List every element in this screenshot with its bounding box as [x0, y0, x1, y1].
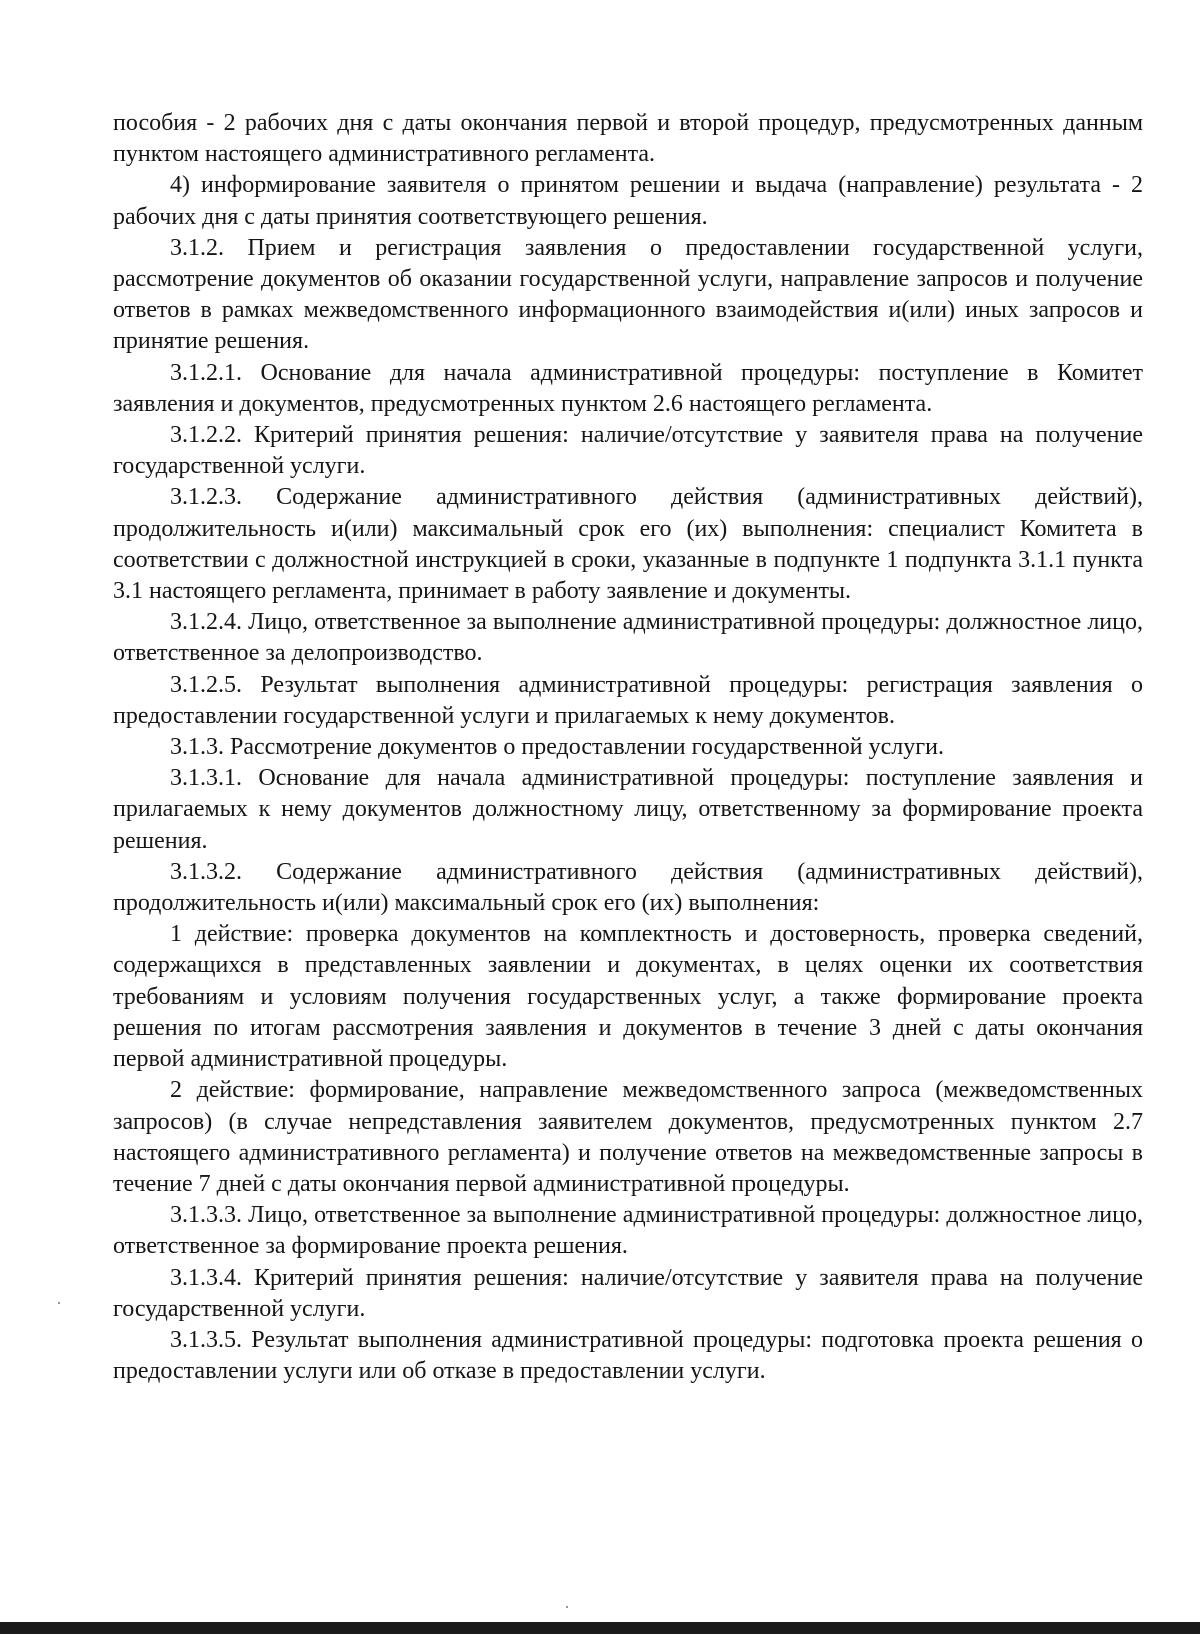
- scan-speck: [58, 1302, 60, 1304]
- paragraph-3-1-2: 3.1.2. Прием и регистрация заявления о предоставлении государственной услуги, рассмотрение документов об оказании государственной услуги, направление запросов и получение ответов в рамках межведомственного информационного взаимодействия и(или) иных запросов и принятие решения.: [113, 234, 1143, 355]
- paragraph-3-1-3: 3.1.3. Рассмотрение документов о предоставлении государственной услуги.: [170, 734, 944, 761]
- paragraph-3-1-2-1: 3.1.2.1. Основание для начала административной процедуры: поступление в Комитет заявления и документов, предусмотренных пунктом 2.6 настоящего регламента.: [113, 359, 1143, 417]
- scan-speck: [566, 1606, 568, 1608]
- paragraph-action-1: 1 действие: проверка документов на комплектность и достоверность, проверка сведений, содержащихся в представленных заявлении и документах, в целях оценки их соответствия требованиям и условиям получения государственных услуг, а также формирование проекта решения по итогам рассмотрения заявления и документов в течение 3 дней с даты окончания первой административной процедуры.: [113, 921, 1143, 1073]
- paragraph-3-1-3-3: 3.1.3.3. Лицо, ответственное за выполнение административной процедуры: должностное лицо, ответственное за формирование проекта решения.: [113, 1202, 1143, 1260]
- paragraph-item-4: 4) информирование заявителя о принятом решении и выдача (направление) результата - 2 рабочих дня с даты принятия соответствующего решения.: [113, 172, 1143, 230]
- paragraph-action-2: 2 действие: формирование, направление межведомственного запроса (межведомственных запросов) (в случае непредставления заявителем документов, предусмотренных пунктом 2.7 настоящего административного регламента) и получение ответов на межведомственные запросы в течение 7 дней с даты окончания первой административной процедуры.: [113, 1077, 1143, 1197]
- paragraph-3-1-3-1: 3.1.3.1. Основание для начала административной процедуры: поступление заявления и прилагаемых к нему документов должностному лицу, ответственному за формирование проекта решения.: [113, 765, 1143, 854]
- scan-edge-bar: [0, 1622, 1200, 1634]
- paragraph-3-1-3-5: 3.1.3.5. Результат выполнения административной процедуры: подготовка проекта решения о предоставлении услуги или об отказе в предоставлении услуги.: [113, 1326, 1143, 1385]
- paragraph-continuation: пособия - 2 рабочих дня с даты окончания первой и второй процедур, предусмотренных данным пунктом настоящего административного регламента.: [113, 110, 1143, 168]
- paragraph-3-1-2-4: 3.1.2.4. Лицо, ответственное за выполнение административной процедуры: должностное лицо, ответственное за делопроизводство.: [113, 609, 1143, 667]
- paragraph-3-1-3-2: 3.1.3.2. Содержание административного действия (административных действий), продолжительность и(или) максимальный срок его (их) выполнения:: [113, 858, 1143, 917]
- paragraph-3-1-2-5: 3.1.2.5. Результат выполнения административной процедуры: регистрация заявления о предоставлении государственной услуги и прилагаемых к нему документов.: [113, 671, 1143, 729]
- paragraph-3-1-2-2: 3.1.2.2. Критерий принятия решения: наличие/отсутствие у заявителя права на получение государственной услуги.: [113, 422, 1143, 480]
- document-body: [113, 108, 1143, 1387]
- paragraph-3-1-2-3: 3.1.2.3. Содержание административного действия (административных действий), продолжительность и(или) максимальный срок его (их) выполнения: специалист Комитета в соответствии с должностной инструкцией в сроки, указанные в подпункте 1 подпункта 3.1.1 пункта 3.1 настоящего регламента, принимает в работу заявление и документы.: [113, 484, 1143, 605]
- paragraph-3-1-3-4: 3.1.3.4. Критерий принятия решения: наличие/отсутствие у заявителя права на получение государственной услуги.: [113, 1264, 1143, 1322]
